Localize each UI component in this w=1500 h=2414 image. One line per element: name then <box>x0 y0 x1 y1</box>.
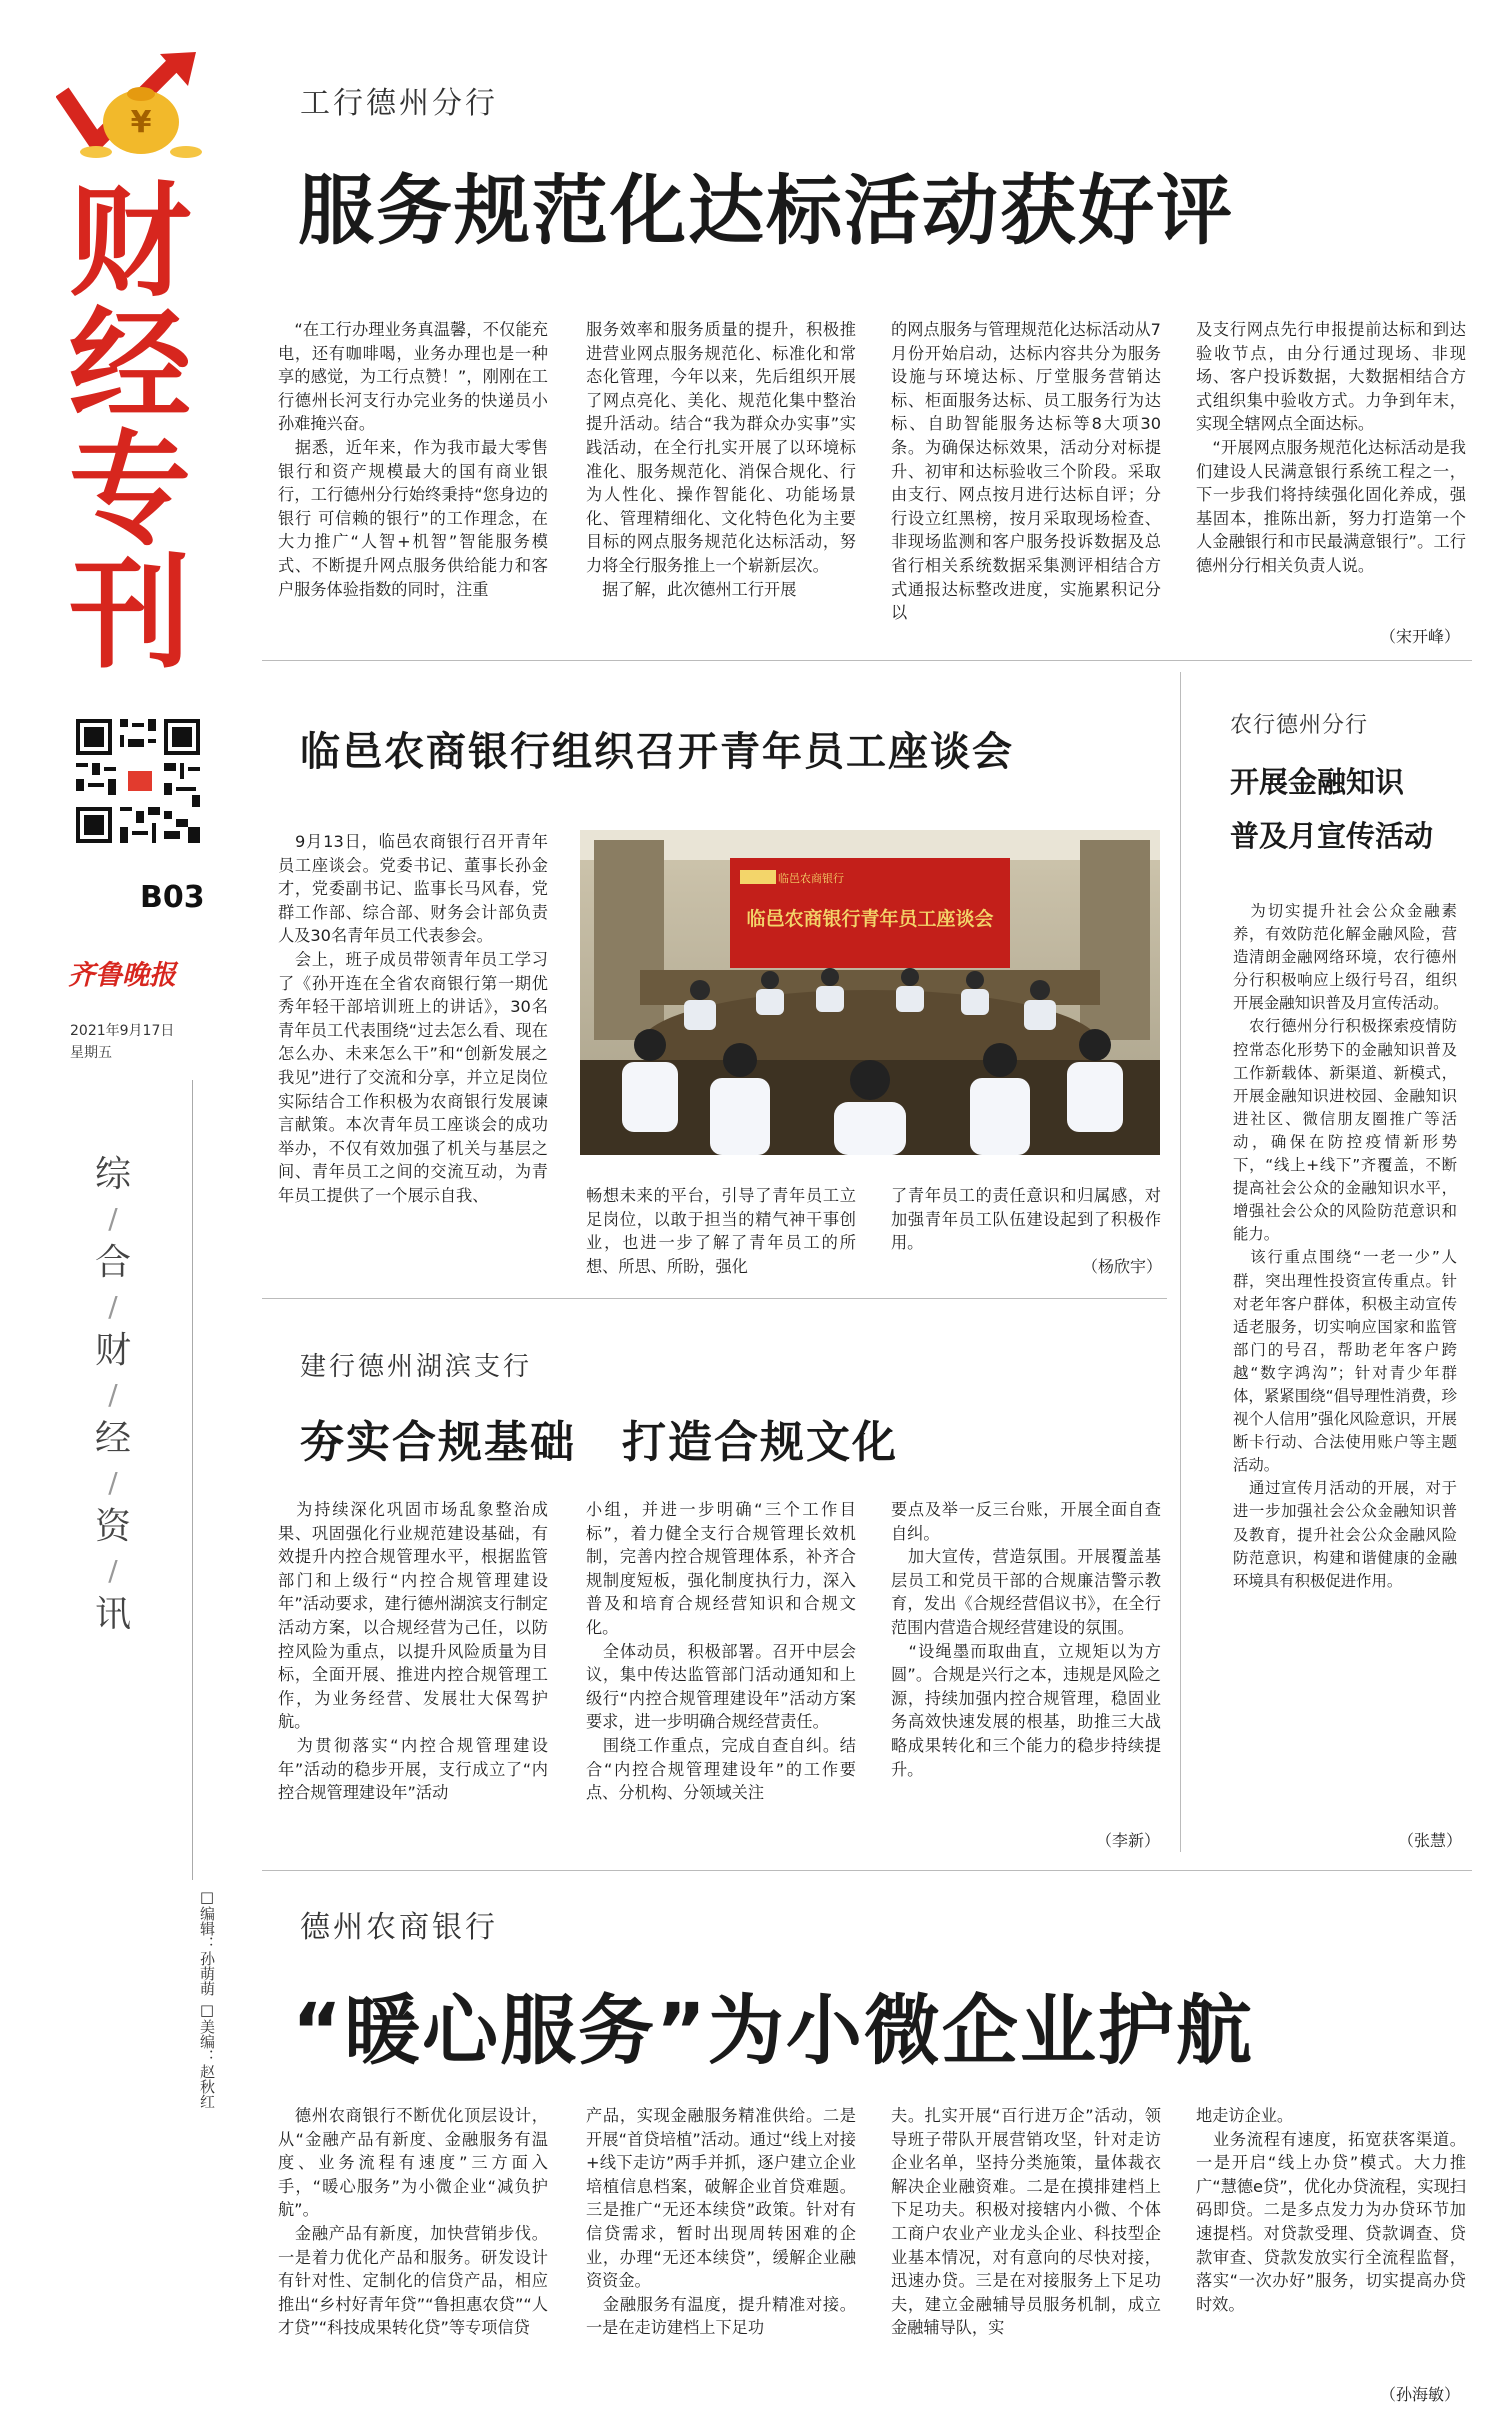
article-byline: （杨欣宇） <box>1082 1257 1163 1276</box>
article-title: “暖心服务”为小微企业护航 <box>292 1986 1254 2075</box>
page-number: B03 <box>140 880 205 915</box>
section-char: 合 <box>94 1242 131 1283</box>
article-column: 畅想未来的平台，引导了青年员工立足岗位，以敢于担当的精气神干事创业，也进一步了解了青年员工的所想、所思、所盼，强化 <box>586 1186 856 1276</box>
column-title-char: 经 <box>69 295 191 437</box>
article-subtitle: 德州农商银行 <box>300 1910 498 1945</box>
article-title: 服务规范化达标活动获好评 <box>298 166 1234 255</box>
column-title-char: 专 <box>69 419 191 561</box>
article-subtitle: 工行德州分行 <box>300 86 498 121</box>
section-divider <box>262 1298 1167 1299</box>
sidebar-divider <box>192 1080 193 1880</box>
article-title-line: 普及月宣传活动 <box>1230 819 1434 853</box>
article-column: 要点及举一反三台账，开展全面自查自纠。 加大宣传，营造氛围。开展覆盖基层员工和党员干部的合规廉洁警示教育，发出《合规经营倡议书》，在全行范围内营造合规经营建设的氛围。 “设绳墨而取曲直，立规矩以为方圆”。合规是兴行之本，违规是风险之源，持续加强内控合规管理，稳固业务高效快速发展的根基，助推三大战略成果转化和三个能力的稳步持续提升。 <box>891 1500 1161 1779</box>
article-title-line: 开展金融知识 <box>1230 765 1405 799</box>
article-column: “在工行办理业务真温馨，不仅能充电，还有咖啡喝，业务办理也是一种享的感觉，为工行点赞！”，刚刚在工行德州长河支行办完业务的快递员小孙难掩兴奋。 据悉，近年来，作为我市最大零售银行和资产规模最大的国有商业银行，工行德州分行始终秉持“您身边的银行 可信赖的银行”的工作理念，在大力推广“人智+机智”智能服务模式、不断提升网点服务供给能力和客户服务体验指数的同时，注重 <box>278 320 548 599</box>
section-label: 综 / 合 / 财 / 经 / 资 / 讯 <box>88 1150 138 1640</box>
money-bag-logo-icon <box>56 52 206 162</box>
meeting-photo <box>580 830 1160 1155</box>
section-char: 经 <box>94 1418 131 1459</box>
photo-logo-text: 临邑农商银行 <box>778 872 844 885</box>
issue-date: 2021年9月17日 <box>70 1023 175 1039</box>
section-char: 财 <box>94 1330 131 1371</box>
section-char: 资 <box>94 1506 131 1547</box>
article-column: 德州农商银行不断优化顶层设计，从“金融产品有新度、金融服务有温度、业务流程有速度”三方面入手，“暖心服务”为小微企业“减负护航”。 金融产品有新度，加快营销步伐。一是着力优化产品和服务。研发设计有针对性、定制化的信贷产品，相应推出“乡村好青年贷”“鲁担惠农贷”“人才贷”“科技成果转化贷”等专项信贷 <box>278 2106 548 2338</box>
issue-weekday: 星期五 <box>70 1045 112 1061</box>
svg-text:¥: ¥ <box>130 105 152 140</box>
article-column: 的网点服务与管理规范化达标活动从7月份开始启动，达标内容共分为服务设施与环境达标、厅堂服务营销达标、柜面服务达标、员工服务行为达标、自助智能服务达标等8大项30条。为确保达标效果，活动分对标提升、初审和达标验收三个阶段。采取由支行、网点按月进行达标自评；分行设立红黑榜，按月采取现场检查、非现场监测和客户服务投诉数据及总省行相关系统数据采集测评相结合方式通报达标整改进度，实施累积记分以 <box>891 320 1161 623</box>
column-title-char: 刊 <box>69 543 191 685</box>
article-byline: （孙海敏） <box>1380 2385 1461 2404</box>
article-column: 为持续深化巩固市场乱象整治成果、巩固强化行业规范建设基础，有效提升内控合规管理水平，根据监管部门和上级行“内控合规管理建设年”活动要求，建行德州湖滨支行制定活动方案，以合规经营为己任，以防控风险为重点，以提升风险质量为目标，全面开展、推进内控合规管理工作，为业务经营、发展壮大保驾护航。 为贯彻落实“内控合规管理建设年”活动的稳步开展，支行成立了“内控合规管理建设年”活动 <box>278 1500 548 1803</box>
article-byline: （宋开峰） <box>1380 627 1461 646</box>
article-column: 9月13日，临邑农商银行召开青年员工座谈会。党委书记、董事长孙金才，党委副书记、监事长马风春，党群工作部、综合部、财务会计部负责人及30名青年员工代表参会。 会上，班子成员带领青年员工学习了《孙开连在全省农商银行第一期优秀年轻干部培训班上的讲话》，30名青年员工代表围绕“过去怎么看、现在怎么办、未来怎么干”和“创新发展之我见”进行了交流和分享，并立足岗位实际结合工作积极为农商银行发展谏言献策。本次青年员工座谈会的成功举办，不仅有效加强了机关与基层之间、青年员工之间的交流互动，为青年员工提供了一个展示自我、 <box>278 832 548 1205</box>
paper-name: 齐鲁晚报 <box>68 960 176 991</box>
article-column: 地走访企业。 业务流程有速度，拓宽获客渠道。一是开启“线上办贷”模式。大力推广“慧德e贷”，优化办贷流程，实现扫码即贷。二是多点发力为办贷环节加速提档。对贷款受理、贷款调查、贷款审查、贷款发放实行全流程监督，落实“一次办好”服务，切实提高办贷时效。 <box>1196 2106 1466 2314</box>
article-column: 产品，实现金融服务精准供给。二是开展“首贷培植”活动。通过“线上对接+线下走访”两手并抓，逐户建立企业培植信息档案，破解企业首贷难题。三是推广“无还本续贷”政策。针对有信贷需求，暂时出现周转困难的企业，办理“无还本续贷”，缓解企业融资资金。 金融服务有温度，提升精准对接。一是在走访建档上下足功 <box>586 2106 856 2338</box>
article-column: 了青年员工的责任意识和归属感，对加强青年员工队伍建设起到了积极作用。 <box>891 1186 1161 1253</box>
article-title: 夯实合规基础 打造合规文化 <box>300 1417 898 1468</box>
article-byline: （李新） <box>1096 1831 1161 1850</box>
editor-credit: □编辑：孙萌萌 □美编：赵秋红 <box>198 1888 216 2109</box>
article-byline: （张慧） <box>1398 1831 1463 1850</box>
column-title-char: 财 <box>69 171 191 313</box>
section-divider <box>262 660 1472 661</box>
article-column: 小组，并进一步明确“三个工作目标”，着力健全支行合规管理长效机制，完善内控合规管理体系，补齐合规制度短板，强化制度执行力，深入普及和培育合规经营知识和合规文化。 全体动员，积极部署。召开中层会议，集中传达监管部门活动通知和上级行“内控合规管理建设年”活动方案要求，进一步明确合规经营责任。 围绕工作重点，完成自查自纠。结合“内控合规管理建设年”的工作要点、分机构、分领域关注 <box>586 1500 856 1803</box>
section-divider <box>262 1870 1472 1871</box>
column-divider <box>1180 672 1181 1852</box>
article-column: 服务效率和服务质量的提升，积极推进营业网点服务规范化、标准化和常态化管理，今年以来，先后组织开展了网点亮化、美化、规范化集中整治提升活动。结合“我为群众办实事”实践活动，在全行扎实开展了以环境标准化、服务规范化、消保合规化、行为人性化、操作智能化、功能场景化、管理精细化、文化特色化为主要目标的网点服务规范化达标活动，努力将全行服务推上一个崭新层次。 据了解，此次德州工行开展 <box>586 320 856 599</box>
section-char: 综 <box>94 1154 131 1195</box>
article-subtitle: 农行德州分行 <box>1230 713 1369 738</box>
article-column: 夫。扎实开展“百行进万企”活动，领导班子带队开展营销攻坚，针对走访企业名单，坚持分类施策，量体裁衣解决企业融资难。二是在摸排建档上下足功夫。积极对接辖内小微、个体工商户农业产业龙头企业、科技型企业基本情况，对有意向的尽快对接，迅速办贷。三是在对接服务上下足功夫，建立金融辅导员服务机制，成立金融辅导队，实 <box>891 2106 1161 2338</box>
photo-banner-text: 临邑农商银行青年员工座谈会 <box>746 908 994 930</box>
article-column: 为切实提升社会公众金融素养，有效防范化解金融风险，营造清朗金融网络环境，农行德州分行积极响应上级行号召，组织开展金融知识普及月宣传活动。 农行德州分行积极探索疫情防控常态化形势下的金融知识普及工作新载体、新渠道、新模式，开展金融知识进校园、金融知识进社区、微信朋友圈推广等活动，确保在防控疫情新形势下，“线上+线下”齐覆盖，不断提高社会公众的金融知识水平，增强社会公众的风险防范意识和能力。 该行重点围绕“一老一少”人群，突出理性投资宣传重点。针对老年客户群体，积极主动宣传适老服务，切实响应国家和监管部门的号召，帮助老年客户跨越“数字鸿沟”；针对青少年群体，紧紧围绕“倡导理性消费，珍视个人信用”强化风险意识，开展断卡行动、合法使用账户等主题活动。 通过宣传月活动的开展，对于进一步加强社会公众金融知识普及教育，提升社会公众金融风险防范意识，构建和谐健康的金融环境具有积极促进作用。 <box>1233 902 1457 1590</box>
column-title <box>50 171 210 685</box>
article-column: 及支行网点先行申报提前达标和到达验收节点，由分行通过现场、非现场、客户投诉数据，大数据相结合方式组织集中验收方式。力争到年末，实现全辖网点全面达标。 “开展网点服务规范化达标活动是我们建设人民满意银行系统工程之一，下一步我们将持续强化固化养成，强基固本，推陈出新，努力打造第一个人金融银行和市民最满意银行”。工行德州分行相关负责人说。 <box>1196 320 1466 575</box>
qr-code-icon <box>72 715 204 847</box>
article-subtitle: 建行德州湖滨支行 <box>300 1352 533 1382</box>
article-title: 临邑农商银行组织召开青年员工座谈会 <box>300 729 1014 775</box>
section-char: 讯 <box>94 1594 131 1635</box>
